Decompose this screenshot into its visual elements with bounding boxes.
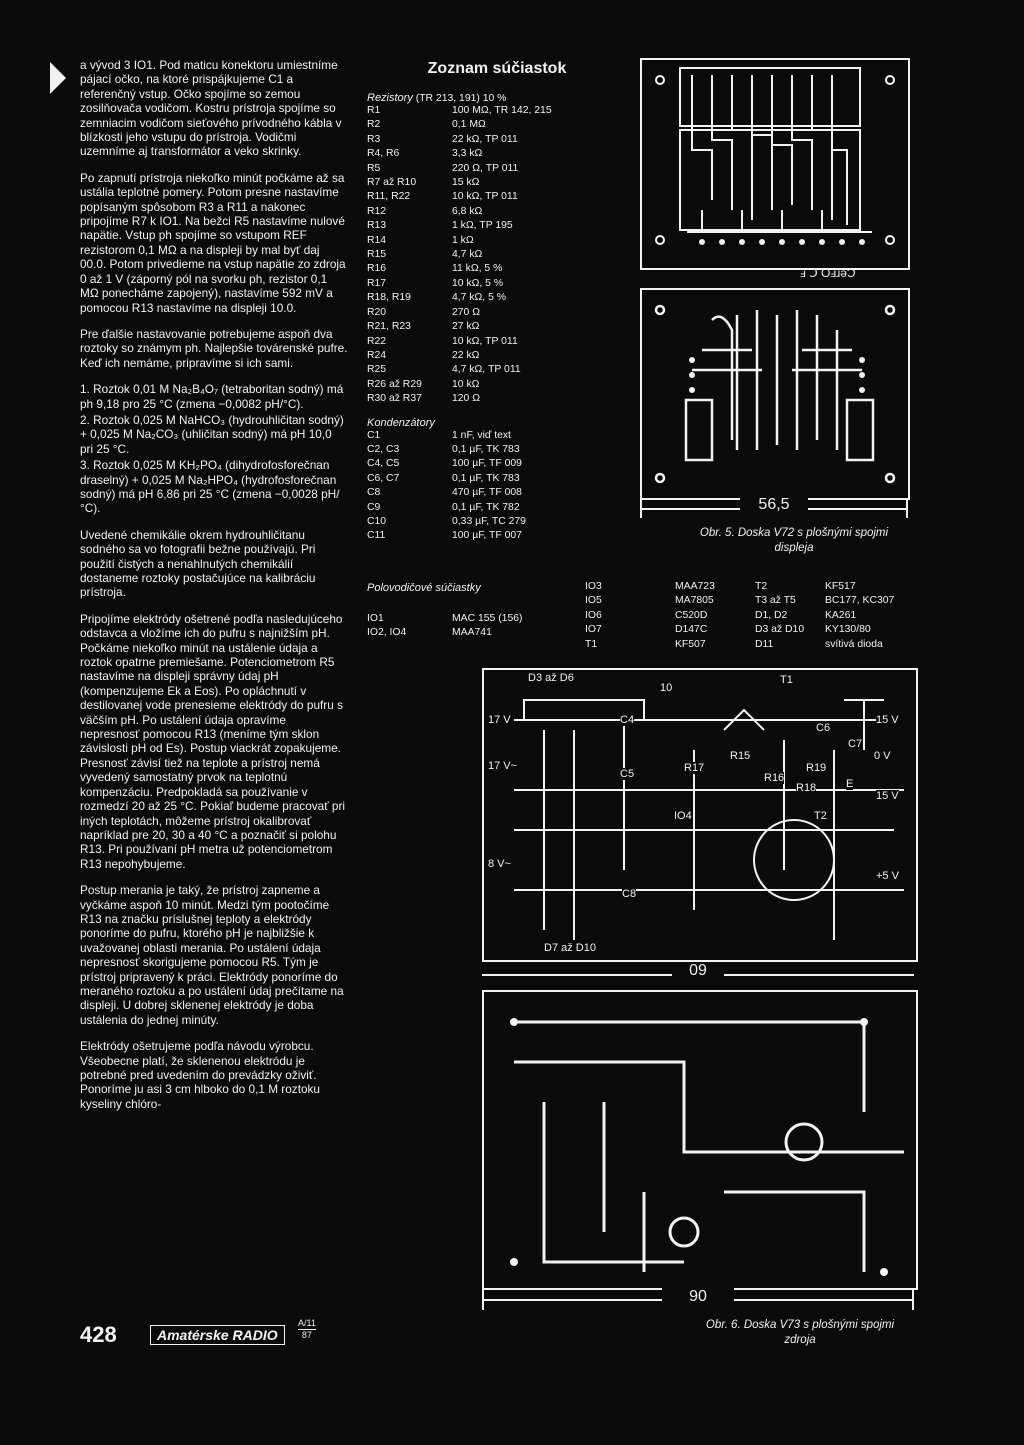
semiconductor-cell: T2	[755, 581, 768, 592]
resistor-cell: 120 Ω	[452, 393, 480, 405]
resistor-cell: R2	[367, 119, 381, 131]
resistor-cell: 22 kΩ	[452, 349, 480, 361]
paragraph-electrodes: Elektródy ošetrujeme podľa návodu výrobcu. Všeobecne platí, že sklenenou elektródu je potrebné pred uvedením do prevádzky oživiť. Ponoríme ju asi 3 cm hlboko do 0,1 M roztoku kyseliny chlóro-	[80, 1039, 320, 1111]
resistor-cell: R21, R23	[367, 321, 411, 333]
resistor-cell: R3	[367, 133, 381, 145]
magazine-logo: Amatérske RADIO	[150, 1325, 285, 1345]
resistor-cell: R11, R22	[367, 191, 411, 203]
resistor-row	[367, 378, 597, 392]
mirror-label: ⅎ Ↄ OⅎɹǝƆ	[800, 266, 856, 280]
resistor-row	[367, 133, 597, 147]
pcb-supply-label: 0 V	[874, 750, 891, 762]
paragraph-buffers: Pre ďalšie nastavovanie potrebujeme aspoň dva roztoky so známym ph. Najlepšie továrenské pufre. Keď ich nemáme, pripravíme si ich sami.	[80, 326, 348, 370]
capacitor-cell: C9	[367, 501, 381, 513]
resistor-row	[367, 363, 597, 377]
capacitor-row	[367, 457, 597, 471]
resistor-row	[367, 335, 597, 349]
resistors-table	[367, 104, 597, 407]
buffer-item-1: 1. Roztok 0,01 M Na₂B₄O₇ (tetraboritan sodný) má ph 9,18 pro 25 °C (zmena −0,0082 pH/°C).	[80, 382, 344, 411]
capacitor-cell: C4, C5	[367, 458, 400, 470]
pcb-display-copper-art	[642, 60, 908, 268]
resistor-cell: R14	[367, 234, 387, 246]
capacitor-cell: C6, C7	[367, 472, 400, 484]
dimension-90-label: 90	[662, 1288, 734, 1306]
paragraph-chemicals: Uvedené chemikálie okrem hydrouhličitanu sodného sa vo fotografii bežne používajú. Pri použití čistých a nenahlnutých chemikálií dostaneme roztoky postačujúce na kalibráciu prístroja.	[80, 527, 316, 600]
pcb-display-component	[640, 288, 910, 500]
pcb-supply-label: R16	[764, 772, 785, 784]
buffer-item-2: 2. Roztok 0,025 M NaHCO₃ (hydrouhličitan sodný) + 0,025 M Na₂CO₃ (uhličitan sodný) má pH 10,0 pri 25 °C.	[80, 412, 344, 456]
semiconductor-cell: IO3	[585, 581, 602, 592]
semiconductor-cell: MAA741	[452, 627, 492, 639]
capacitor-cell: 100 µF, TF 009	[452, 458, 522, 470]
paragraph-measurement: Postup merania je taký, že prístroj zapneme a vyčkáme aspoň 10 minút. Medzi tým pootočíme R13 na značku príslušnej teploty a elektródy ponoríme do pufru, ktorého pH je najbližšie k uvažovanej oblasti merania. Po ustálení údaja nepresnosť skorigujeme pomocou R5. Tým je prístroj pripravený k práci. Elektródy ponoríme do meraného roztoku a po ustálení údaj prečítame na displeji. U dobrej sklenenej elektródy je doba ustálenia do jednej minúty.	[80, 883, 344, 1027]
resistor-cell: R13	[367, 220, 387, 232]
resistor-cell: R4, R6	[367, 148, 400, 160]
capacitor-cell: C11	[367, 530, 386, 542]
semiconductor-cell: C520D	[675, 609, 708, 621]
capacitor-cell: 0,1 µF, TK 783	[452, 472, 520, 484]
capacitor-row	[367, 501, 597, 515]
semiconductors-table-left	[367, 612, 577, 641]
semiconductor-row	[585, 609, 915, 623]
capacitor-row	[367, 429, 597, 443]
resistor-cell: R20	[367, 306, 387, 318]
buffer-item-3: 3. Roztok 0,025 M KH₂PO₄ (dihydrofosforečnan draselný) + 0,025 M Na₂HPO₄ (hydrofosforečnan sodný) má pH 6,86 pri 25 °C (zmena −0,0028 pH/°C).	[80, 458, 340, 516]
pcb-supply-label: 17 V~	[488, 760, 518, 772]
resistor-cell: 4,7 kΩ, 5 %	[452, 292, 506, 304]
dimension-56-5	[640, 498, 908, 518]
resistor-cell: 4,7 kΩ, TP 011	[452, 364, 521, 376]
figure6-caption-text: Doska V73 s plošnými spojmi zdroja	[743, 1319, 895, 1346]
pcb-supply-label: R19	[806, 762, 827, 774]
resistor-cell: 10 kΩ, TP 011	[452, 191, 518, 203]
pcb-supply-label: D7 až D10	[544, 942, 596, 954]
dimension-09-label: 09	[672, 962, 724, 980]
semiconductor-cell: KF517	[825, 581, 856, 592]
pcb-supply-label: C7	[848, 738, 863, 750]
resistor-row	[367, 162, 597, 176]
semiconductor-cell: D3 až D10	[755, 624, 805, 636]
resistor-cell: 3,3 kΩ	[452, 148, 483, 160]
figure5-caption-text: Doska V72 s plošnými spojmi displeja	[737, 527, 889, 554]
resistor-cell: 11 kΩ, 5 %	[452, 263, 503, 275]
paragraph-procedure: Pripojíme elektródy ošetrené podľa nasledujúceho odstavca a vložíme ich do pufru s najnižším pH. Počkáme niekoľko minút na ustálenie údaja a roztok opatrne premiešame. Potenciometrom R5 nastavíme na displeji správny údaj pH (kompenzujeme Ek a Eos). Po opláchnutí v destilovanej vode prenesieme elektródy do pufru s väčším pH. Po ustálení údaja opravíme nepresnosť pomocou R13 (meníme tým sklon závislosti pH od Es). Postup viackrát zopakujeme. Presnosť závisí tiež na teplote a prístroj nemá vyvedený samostatný prvok na teplotnú kompenzáciu. Predpokladá sa používanie v rozmedzí 20 až 25 °C. Pokiaľ budeme pracovať pri iných teplotách, môžeme prístroj okalibrovať napríklad pre 20, 30 a 40 °C a poznačiť si polohu R13. Pri používaní pH metra už potenciometrom R13 nepohybujeme.	[80, 611, 346, 871]
semiconductor-row	[367, 612, 577, 626]
semiconductor-cell: KY130/80	[825, 624, 871, 636]
resistor-cell: R30 až R37	[367, 393, 422, 405]
resistor-cell: 27 kΩ	[452, 321, 480, 333]
capacitor-cell: 0,33 µF, TC 279	[452, 515, 526, 527]
semiconductor-cell: T3 až T5	[755, 595, 796, 607]
resistor-row	[367, 392, 597, 406]
resistor-cell: 15 kΩ	[452, 177, 480, 189]
pcb-display-copper	[640, 58, 910, 270]
pcb-supply-label: T2	[814, 810, 827, 822]
semiconductor-cell: D147C	[675, 624, 708, 636]
semiconductor-cell: svítivá dioda	[825, 638, 883, 650]
capacitor-cell: 1 nF, viď text	[452, 429, 511, 441]
resistor-cell: R15	[367, 249, 387, 261]
resistor-cell: R17	[367, 277, 387, 289]
pcb-supply-copper	[482, 990, 918, 1290]
resistor-cell: 22 kΩ, TP 011	[452, 133, 518, 145]
semiconductors-table-right	[585, 580, 915, 652]
resistor-row	[367, 320, 597, 334]
semiconductor-cell: IO2, IO4	[367, 627, 407, 639]
resistor-cell: 100 MΩ, TR 142, 215	[452, 105, 552, 116]
resistor-cell: R22	[367, 335, 387, 347]
pcb-supply-label: 10	[660, 682, 673, 694]
pcb-supply-component-art	[484, 670, 916, 960]
resistor-cell: 10 kΩ, TP 011	[452, 335, 518, 347]
issue-number	[298, 1318, 316, 1341]
capacitor-cell: 0,1 µF, TK 783	[452, 443, 520, 455]
pcb-supply-label: T1	[780, 674, 793, 686]
capacitor-cell: 0,1 µF, TK 782	[452, 501, 520, 513]
capacitor-row	[367, 529, 597, 543]
capacitor-row	[367, 472, 597, 486]
resistor-row	[367, 306, 597, 320]
section-arrow-icon	[50, 62, 66, 94]
resistor-cell: R25	[367, 364, 387, 376]
resistor-row	[367, 219, 597, 233]
article-body	[80, 58, 348, 1123]
semiconductor-cell: BC177, KC307	[825, 595, 895, 607]
paragraph-calibration: Po zapnutí prístroja niekoľko minút počkáme až sa ustália teplotné pomery. Potom presne nastavíme popísaným spôsobom R3 a R11 a nakonec pripojíme R7 k IO1. Na bežci R5 nastavíme nulové napätie. Vstup ph spojíme so vstupom REF rezistorom 0,1 MΩ a na displeji by mal byť daj 00.0. Potom privedieme na vstup napätie zo zdroja 0 až 1 V (záporný pól na svorku ph, rezistor 0,1 MΩ ponecháme zapojený), nastavíme 592 mV a pomocou R13 nastavíme na displeji 10.0.	[80, 170, 346, 315]
pcb-supply-label: 17 V	[488, 714, 511, 726]
semiconductor-cell: D1, D2	[755, 609, 788, 621]
resistor-cell: R26 až R29	[367, 378, 422, 390]
pcb-supply-component	[482, 668, 918, 962]
resistor-cell: 10 kΩ, 5 %	[452, 277, 504, 289]
resistor-row	[367, 104, 597, 118]
pcb-supply-label: C4	[620, 714, 635, 726]
semiconductor-row	[585, 623, 915, 637]
resistor-row	[367, 176, 597, 190]
figure6-caption-number: Obr. 6.	[705, 1319, 741, 1331]
resistors-heading: Rezistory	[367, 92, 413, 104]
semiconductor-cell: MAA723	[675, 581, 715, 592]
resistor-row	[367, 234, 597, 248]
resistor-cell: 10 kΩ	[452, 378, 480, 390]
paragraph-grounding: a vývod 3 IO1. Pod maticu konektoru umiestníme pájací očko, na ktoré prispájkujeme C1 a referenčný vstup. Očko spojíme so zemou zosilňovača vodičom. Kostru prístroja spojíme so zemniacim vodičom sieťového prívodného kábla v blízkosti jeho vstupu do prístroja. Vodičmi uzemníme aj transformátor a veko skrinky.	[80, 58, 342, 159]
pcb-supply-label: C8	[622, 888, 637, 900]
semiconductor-cell: D11	[755, 638, 774, 650]
resistor-cell: 270 Ω	[452, 306, 480, 318]
resistor-row	[367, 349, 597, 363]
parts-list-title: Zoznam súčiastok	[427, 60, 567, 77]
semiconductor-cell: IO6	[585, 609, 602, 621]
capacitor-row	[367, 486, 597, 500]
pcb-supply-label: +5 V	[876, 870, 899, 882]
pcb-supply-copper-art	[484, 992, 916, 1288]
resistor-row	[367, 190, 597, 204]
resistor-cell: R18, R19	[367, 292, 411, 304]
capacitor-row	[367, 443, 597, 457]
semiconductor-cell: IO5	[585, 595, 602, 607]
resistor-cell: R12	[367, 205, 387, 217]
pcb-supply-label: R17	[684, 762, 705, 774]
resistor-row	[367, 118, 597, 132]
resistor-cell: R5	[367, 162, 381, 174]
resistor-cell: R24	[367, 349, 387, 361]
semiconductor-cell: KA261	[825, 609, 857, 621]
figure5-caption	[680, 526, 908, 556]
resistor-row	[367, 291, 597, 305]
pcb-supply-label: 15 V	[876, 790, 899, 802]
resistor-cell: 1 kΩ, TP 195	[452, 220, 513, 232]
semiconductor-cell: IO1	[367, 613, 384, 624]
semiconductor-cell: MAC 155 (156)	[452, 613, 523, 624]
semiconductor-row	[585, 580, 915, 594]
resistors-note: (TR 213, 191) 10 %	[415, 93, 507, 104]
resistor-row	[367, 205, 597, 219]
semiconductor-row	[585, 594, 915, 608]
capacitor-cell: 470 µF, TF 008	[452, 487, 522, 499]
capacitor-row	[367, 515, 597, 529]
resistor-cell: R7 až R10	[367, 177, 417, 189]
pcb-supply-label: 15 V	[876, 714, 899, 726]
pcb-supply-label: D3 až D6	[528, 672, 574, 684]
capacitors-heading: Kondenzátory	[367, 416, 435, 429]
capacitor-cell: C2, C3	[367, 443, 400, 455]
resistor-cell: 220 Ω, TP 011	[452, 162, 519, 174]
page-number: 428	[80, 1322, 117, 1347]
capacitor-cell: 100 µF, TF 007	[452, 530, 522, 542]
capacitor-cell: C1	[367, 429, 381, 441]
semiconductor-cell: MA7805	[675, 595, 714, 607]
resistors-section	[367, 92, 597, 544]
semiconductor-cell: IO7	[585, 624, 602, 636]
issue-bottom: 87	[298, 1329, 316, 1341]
pcb-supply-label: C5	[620, 768, 635, 780]
dimension-90	[482, 1288, 914, 1310]
semiconductor-cell: T1	[585, 638, 598, 650]
resistor-cell: 0,1 MΩ	[452, 119, 486, 131]
resistor-row	[367, 147, 597, 161]
pcb-supply-label: 8 V~	[488, 858, 511, 870]
pcb-supply-label: R18	[796, 782, 817, 794]
capacitor-cell: C8	[367, 487, 381, 499]
figure6-caption	[700, 1318, 900, 1348]
dimension-09	[482, 964, 914, 984]
semiconductor-row	[585, 638, 915, 652]
semiconductors-heading: Polovodičové súčiastky	[367, 582, 481, 594]
resistor-cell: 4,7 kΩ	[452, 249, 483, 261]
resistor-cell: R1	[367, 105, 381, 116]
pcb-supply-label: R15	[730, 750, 751, 762]
resistor-row	[367, 262, 597, 276]
dimension-56-5-label: 56,5	[740, 496, 808, 514]
issue-top: A/11	[298, 1318, 316, 1328]
pcb-display-component-art	[642, 290, 908, 498]
resistor-row	[367, 248, 597, 262]
resistor-row	[367, 277, 597, 291]
capacitors-table	[367, 429, 597, 544]
resistor-cell: 1 kΩ	[452, 234, 474, 246]
capacitor-cell: C10	[367, 515, 387, 527]
semiconductor-cell: KF507	[675, 638, 706, 650]
resistor-cell: R16	[367, 263, 387, 275]
pcb-supply-label: E	[846, 778, 854, 790]
semiconductor-row	[367, 626, 577, 640]
pcb-supply-label: IO4	[674, 810, 692, 822]
figure5-caption-number: Obr. 5.	[699, 527, 735, 539]
pcb-supply-label: C6	[816, 722, 831, 734]
resistor-cell: 6,8 kΩ	[452, 205, 483, 217]
